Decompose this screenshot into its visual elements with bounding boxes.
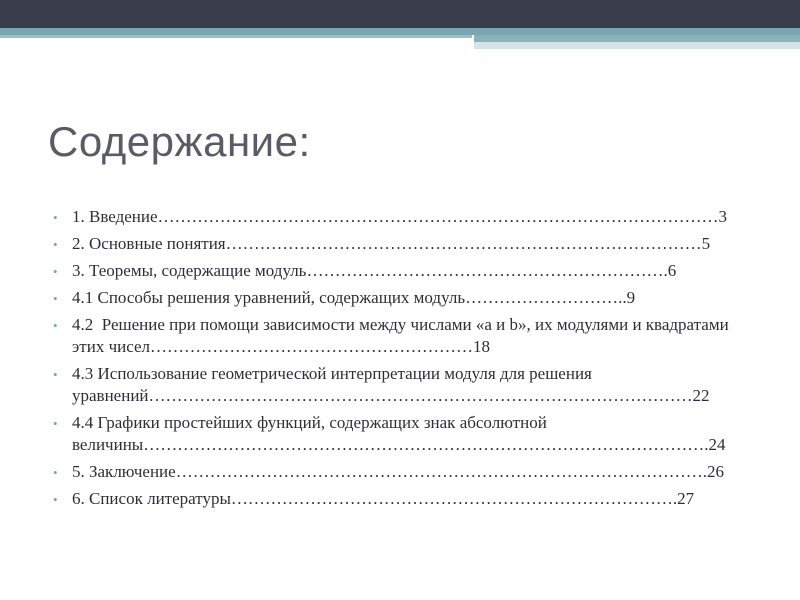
toc-item-text: 4.1 Способы решения уравнений, содержащих модуль………………………..9: [72, 288, 636, 307]
header-band-dark: [0, 0, 800, 28]
bullet-icon: •: [53, 264, 58, 279]
toc-item: [50, 260, 760, 282]
toc-item: [50, 363, 760, 407]
toc-item-text: 6. Список литературы…………………………………………………………………….27: [72, 489, 695, 508]
bullet-icon: •: [53, 416, 58, 431]
slide-title: Содержание:: [48, 118, 311, 165]
toc-item-text: 4.4 Графики простейших функций, содержащих знак абсолютной величины……………………………………………………………………………………….24: [72, 413, 726, 454]
bullet-icon: •: [53, 465, 58, 480]
toc-item: [50, 412, 760, 456]
bullet-icon: •: [53, 210, 58, 225]
header-band-segment-right-inner: [474, 35, 800, 42]
toc-item-text: 1. Введение………………………………………………………………………………………3: [72, 207, 728, 226]
toc-item: [50, 488, 760, 510]
bullet-icon: •: [53, 367, 58, 382]
toc-item-text: 3. Теоремы, содержащие модуль……………………………………………………….6: [72, 261, 677, 280]
toc-item-text: 4.3 Использование геометрической интерпретации модуля для решения уравнений……………………………………………………………………………………22: [72, 364, 710, 405]
header-band-teal: [0, 28, 800, 35]
toc-item: [50, 233, 760, 255]
toc-item: [50, 314, 760, 358]
bullet-icon: •: [53, 492, 58, 507]
toc-item: [50, 206, 760, 228]
header-band-segment-left: [0, 35, 472, 38]
toc-item-text: 4.2 Решение при помощи зависимости между числами «a и b», их модулями и квадратами этих чисел…………………………………………………18: [72, 315, 733, 356]
toc-item: [50, 461, 760, 483]
table-of-contents: [50, 206, 760, 515]
toc-item: [50, 287, 760, 309]
bullet-icon: •: [53, 237, 58, 252]
bullet-icon: •: [53, 291, 58, 306]
bullet-icon: •: [53, 318, 58, 333]
toc-item-text: 2. Основные понятия…………………………………………………………………………5: [72, 234, 711, 253]
toc-item-text: 5. Заключение………………………………………………………………………………….26: [72, 462, 724, 481]
